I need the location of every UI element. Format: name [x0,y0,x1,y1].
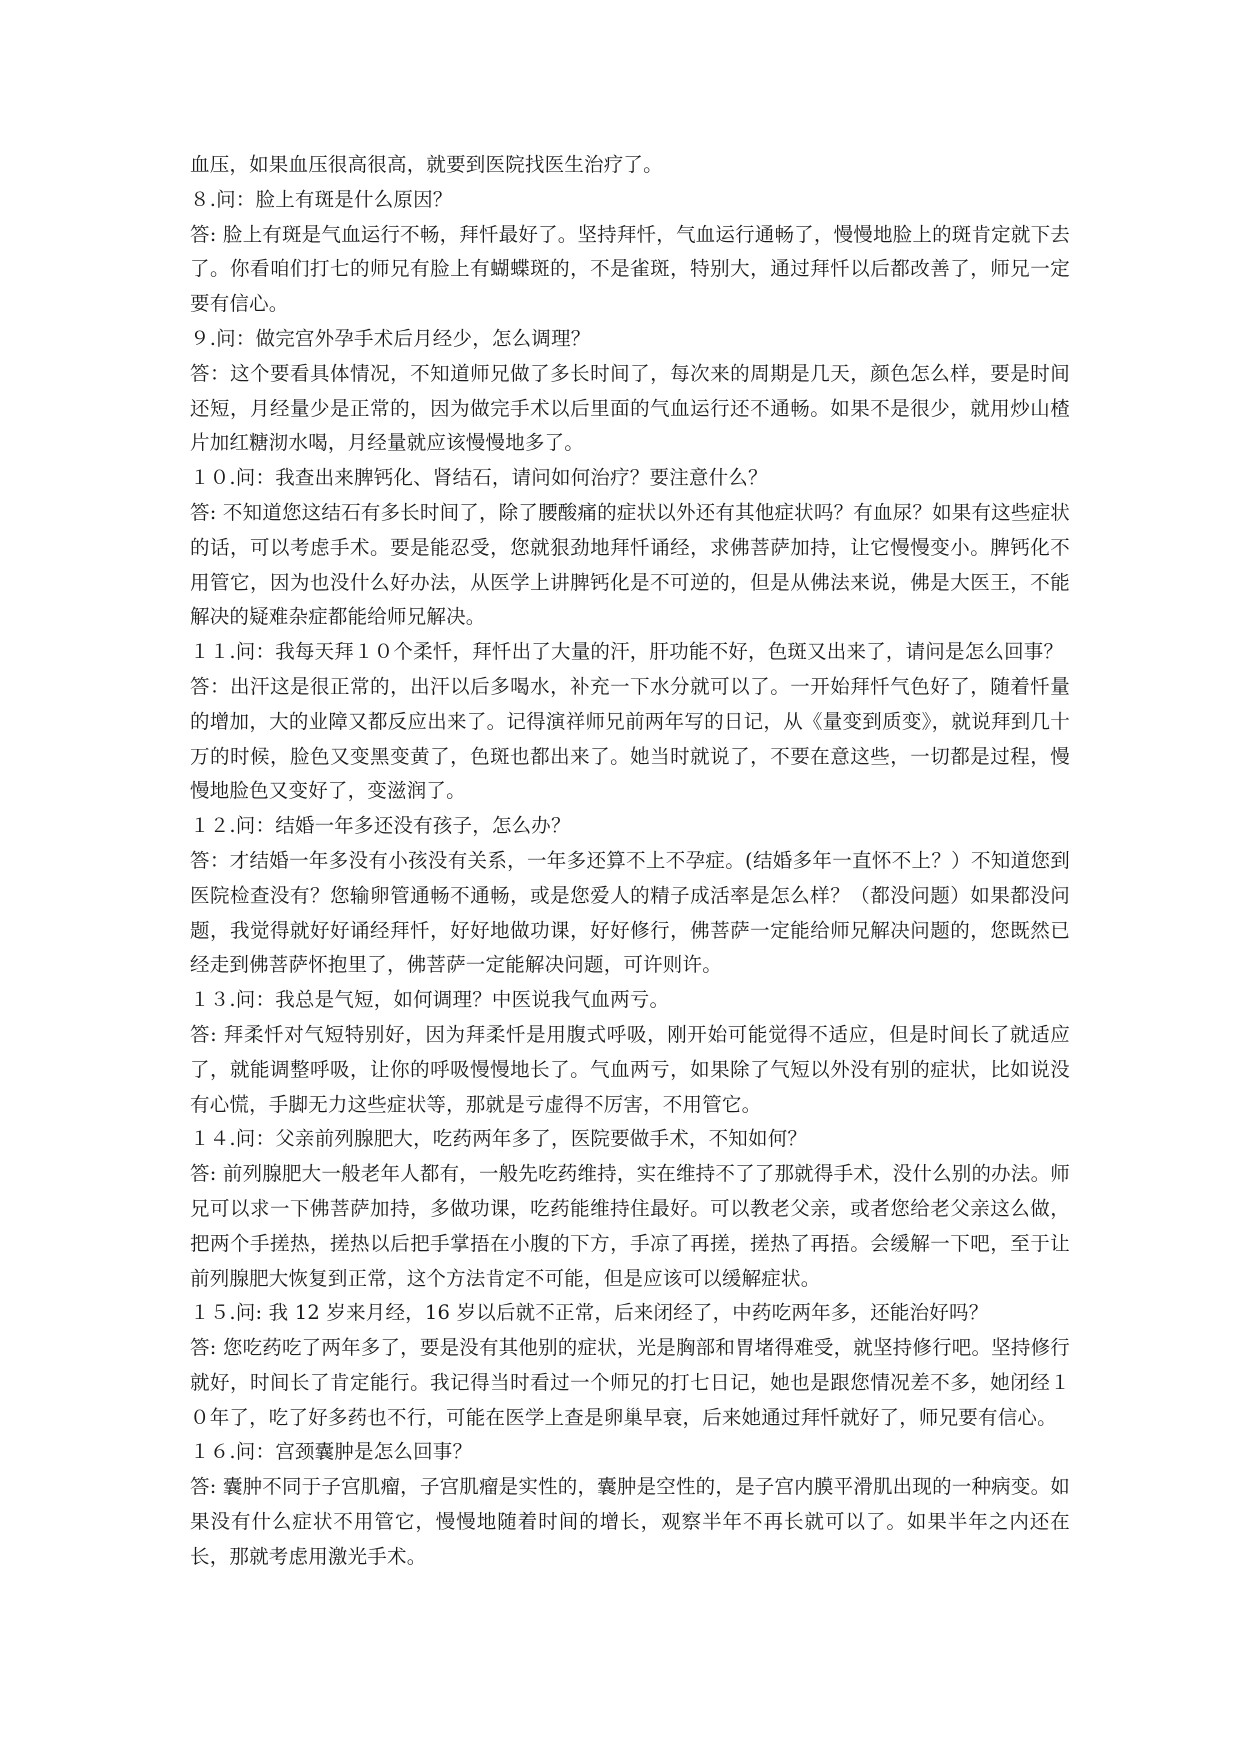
answer-13: 答: 拜柔忏对气短特别好，因为拜柔忏是用腹式呼吸，刚开始可能觉得不适应，但是时间长了就适应了，就能调整呼吸，让你的呼吸慢慢地长了。气血两亏，如果除了气短以外没有别的症状，比如说没有心慌，手脚无力这些症状等，那就是亏虚得不厉害，不用管它。 [190,1022,1070,1116]
paragraph-answer-7-continued: 血压，如果血压很高很高，就要到医院找医生治疗了。 [190,153,663,176]
answer-12: 答：才结婚一年多没有小孩没有关系，一年多还算不上不孕症。(结婚多年一直怀不上？）不知道您到医院检查没有？您输卵管通畅不通畅，或是您爱人的精子成活率是怎么样？（都没问题）如果都没问题，我觉得就好好诵经拜忏，好好地做功课，好好修行，佛菩萨一定能给师兄解决问题的，您既然已经走到佛菩萨怀抱里了，佛菩萨一定能解决问题，可许则许。 [190,848,1070,977]
answer-11: 答：出汗这是很正常的，出汗以后多喝水，补充一下水分就可以了。一开始拜忏气色好了，随着忏量的增加，大的业障又都反应出来了。记得演祥师兄前两年写的日记，从《量变到质变》，就说拜到几十万的时候，脸色又变黑变黄了，色斑也都出来了。她当时就说了，不要在意这些，一切都是过程，慢慢地脸色又变好了，变滋润了。 [190,674,1070,803]
answer-9: 答：这个要看具体情况，不知道师兄做了多长时间了，每次来的周期是几天，颜色怎么样，要是时间还短，月经量少是正常的，因为做完手术以后里面的气血运行还不通畅。如果不是很少，就用炒山楂片加红糖沏水喝，月经量就应该慢慢地多了。 [190,361,1070,455]
question-9: ９.问：做完宫外孕手术后月经少，怎么调理？ [190,326,591,350]
answer-15: 答: 您吃药吃了两年多了，要是没有其他别的症状，光是胸部和胃堵得难受，就坚持修行吧。坚持修行就好，时间长了肯定能行。我记得当时看过一个师兄的打七日记，她也是跟您情况差不多，她闭经１０年了，吃了好多药也不行，可能在医学上查是卵巢早衰，后来她通过拜忏就好了，师兄要有信心。 [190,1336,1070,1429]
question-16: １６.问：宫颈囊肿是怎么回事？ [190,1440,473,1464]
answer-8: 答: 脸上有斑是气血运行不畅，拜忏最好了。坚持拜忏，气血运行通畅了，慢慢地脸上的斑肯定就下去了。你看咱们打七的师兄有脸上有蝴蝶斑的，不是雀斑，特别大，通过拜忏以后都改善了，师兄一定要有信心。 [190,222,1070,316]
document-page [190,148,1070,1575]
question-13: １３.问：我总是气短，如何调理？中医说我气血两亏。 [190,988,670,1012]
answer-10: 答: 不知道您这结石有多长时间了，除了腰酸痛的症状以外还有其他症状吗？有血尿？如果有这些症状的话，可以考虑手术。要是能忍受，您就狠劲地拜忏诵经，求佛菩萨加持，让它慢慢变小。脾钙化不用管它，因为也没什么好办法，从医学上讲脾钙化是不可逆的，但是从佛法来说，佛是大医王，不能解决的疑难杂症都能给师兄解决。 [190,500,1070,629]
question-8: ８.问：脸上有斑是什么原因？ [190,187,453,211]
question-12: １２.问：结婚一年多还没有孩子，怎么办？ [190,814,571,838]
question-11: １１.问：我每天拜１０个柔忏，拜忏出了大量的汗，肝功能不好，色斑又出来了，请问是怎么回事？ [190,640,1064,664]
question-14: １４.问：父亲前列腺肥大，吃药两年多了，医院要做手术，不知如何？ [190,1127,808,1151]
question-10: １０.问：我查出来脾钙化、肾结石，请问如何治疗？要注意什么？ [190,466,768,490]
answer-16: 答: 囊肿不同于子宫肌瘤，子宫肌瘤是实性的，囊肿是空性的，是子宫内膜平滑肌出现的一种病变。如果没有什么症状不用管它，慢慢地随着时间的增长，观察半年不再长就可以了。如果半年之内还在长，那就考虑用激光手术。 [190,1475,1070,1568]
answer-14: 答: 前列腺肥大一般老年人都有，一般先吃药维持，实在维持不了了那就得手术，没什么别的办法。师兄可以求一下佛菩萨加持，多做功课，吃药能维持住最好。可以教老父亲，或者您给老父亲这么做，把两个手搓热，搓热以后把手掌捂在小腹的下方，手凉了再搓，搓热了再捂。会缓解一下吧，至于让前列腺肥大恢复到正常，这个方法肯定不可能，但是应该可以缓解症状。 [190,1162,1070,1290]
question-15: １５.问: 我 12 岁来月经，16 岁以后就不正常，后来闭经了，中药吃两年多，还能治好吗？ [190,1301,989,1325]
